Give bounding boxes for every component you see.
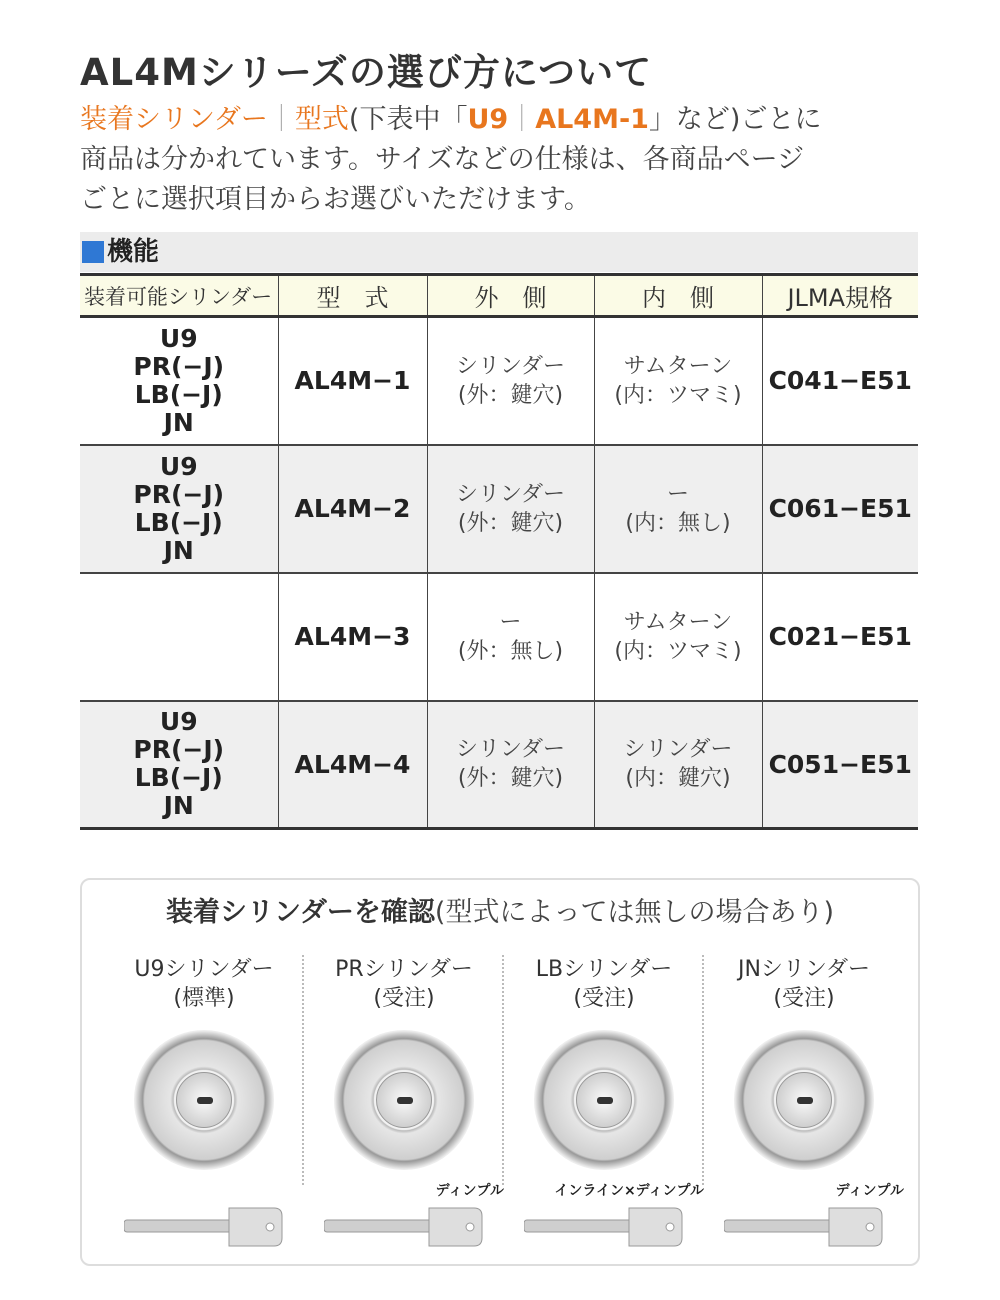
cylinder-type: JN — [163, 791, 194, 821]
intro-cylinder: 装着シリンダー — [80, 104, 268, 135]
column-header: 外 側 — [427, 275, 594, 317]
cylinder-image — [134, 1030, 274, 1170]
key-type-label: インライン×ディンプル — [554, 1183, 704, 1199]
cylinder-name: U9シリンダー — [134, 957, 274, 982]
intro-line2: 商品は分かれています。サイズなどの仕様は、各商品ページ — [80, 144, 805, 175]
section-heading — [80, 232, 918, 272]
intro-line3: ごとに選択項目からお選びいただけます。 — [80, 184, 591, 215]
cylinder-type: PR(−J) — [133, 351, 225, 381]
outside-note: (外：鍵穴) — [457, 766, 564, 792]
cylinder-image — [334, 1030, 474, 1170]
table-row — [80, 701, 918, 829]
intro-al: AL4M-1 — [535, 104, 649, 135]
intro-text — [80, 100, 930, 220]
cylinder-note: (受注) — [573, 986, 635, 1011]
cylinder-note: (受注) — [373, 986, 435, 1011]
keyhole-icon — [197, 1097, 213, 1104]
column-header: JLMA規格 — [762, 275, 918, 317]
cylinder-type: LB(−J) — [134, 507, 223, 537]
jlma-cell: C021−E51 — [762, 573, 918, 701]
column-header: 装着可能シリンダー — [80, 275, 278, 317]
table-row — [80, 317, 918, 445]
inside-cell — [594, 573, 762, 701]
cylinder-cell — [80, 445, 278, 573]
cylinder-note: (標準) — [173, 986, 235, 1011]
inside-type: サムターン — [623, 609, 733, 635]
cylinder-cell — [80, 317, 278, 445]
inside-type: シリンダー — [623, 737, 733, 763]
model-cell: AL4M−1 — [278, 317, 427, 445]
key-type-label: ディンプル — [435, 1183, 504, 1199]
jlma-cell: C061−E51 — [762, 445, 918, 573]
jlma-cell: C041−E51 — [762, 317, 918, 445]
key-image — [324, 1200, 484, 1250]
intro-text-a: (下表中「 — [348, 104, 468, 135]
key-image — [124, 1200, 284, 1250]
inside-note: (内：ツマミ) — [614, 638, 742, 664]
intro-u9: U9 — [467, 104, 509, 135]
cylinder-panel-title — [82, 890, 918, 929]
panel-title-bold: 装着シリンダーを確認 — [166, 897, 435, 928]
column-header: 型 式 — [278, 275, 427, 317]
jlma-cell: C051−E51 — [762, 701, 918, 829]
cylinder-panel — [80, 878, 920, 1266]
table-row — [80, 573, 918, 701]
cylinder-image — [534, 1030, 674, 1170]
model-cell: AL4M−4 — [278, 701, 427, 829]
inside-cell — [594, 445, 762, 573]
model-cell: AL4M−2 — [278, 445, 427, 573]
key-image — [724, 1200, 884, 1250]
cylinder-type: U9 — [159, 323, 198, 353]
table-row — [80, 445, 918, 573]
cylinder-note: (受注) — [773, 986, 835, 1011]
intro-sep: ｜ — [267, 104, 295, 135]
inside-cell — [594, 701, 762, 829]
keyhole-icon — [397, 1097, 413, 1104]
inside-note: (内：鍵穴) — [625, 766, 731, 792]
outside-note: (外：鍵穴) — [457, 510, 564, 536]
inside-type: サムターン — [623, 353, 733, 379]
outside-cell — [427, 445, 594, 573]
cylinder-name: JNシリンダー — [737, 957, 871, 982]
inside-note: (内：無し) — [625, 510, 731, 536]
outside-cell — [427, 317, 594, 445]
cylinder-type: PR(−J) — [133, 735, 225, 765]
inside-cell — [594, 317, 762, 445]
cylinder-item — [704, 955, 904, 1199]
outside-note: (外：無し) — [457, 638, 564, 664]
outside-type: ー — [499, 609, 522, 635]
outside-type: シリンダー — [455, 353, 566, 379]
cylinder-cell — [80, 573, 278, 701]
cylinder-type: PR(−J) — [133, 479, 225, 509]
cylinder-type: LB(−J) — [134, 379, 223, 409]
inside-type: ー — [666, 481, 689, 507]
keyhole-icon — [597, 1097, 613, 1104]
intro-text-b: 」など)ごとに — [648, 104, 822, 135]
cylinder-type: U9 — [159, 451, 198, 481]
cylinder-type: JN — [163, 407, 194, 437]
outside-cell — [427, 701, 594, 829]
model-cell: AL4M−3 — [278, 573, 427, 701]
intro-sep2: ｜ — [508, 104, 536, 135]
key-type-label: ディンプル — [835, 1183, 904, 1199]
outside-type: シリンダー — [455, 481, 566, 507]
column-header: 内 側 — [594, 275, 762, 317]
outside-type: シリンダー — [455, 737, 566, 763]
cylinder-item — [104, 955, 304, 1013]
cylinder-name: PRシリンダー — [335, 957, 473, 982]
cylinder-cell — [80, 701, 278, 829]
square-bullet-icon — [82, 241, 104, 263]
outside-note: (外：鍵穴) — [457, 382, 564, 408]
section-label: 機能 — [107, 237, 160, 267]
cylinder-type: LB(−J) — [134, 763, 223, 793]
cylinder-image — [734, 1030, 874, 1170]
cylinder-item — [504, 955, 704, 1199]
outside-cell — [427, 573, 594, 701]
keyhole-icon — [797, 1097, 813, 1104]
panel-title-note: (型式によっては無しの場合あり) — [434, 897, 834, 928]
intro-model: 型式 — [294, 104, 349, 135]
inside-note: (内：ツマミ) — [614, 382, 742, 408]
function-table — [80, 273, 918, 830]
cylinder-type: JN — [163, 535, 194, 565]
cylinder-type: U9 — [159, 707, 198, 737]
cylinder-item — [304, 955, 504, 1199]
cylinder-name: LBシリンダー — [535, 957, 673, 982]
page-title: AL4Mシリーズの選び方について — [80, 51, 653, 94]
key-image — [524, 1200, 684, 1250]
